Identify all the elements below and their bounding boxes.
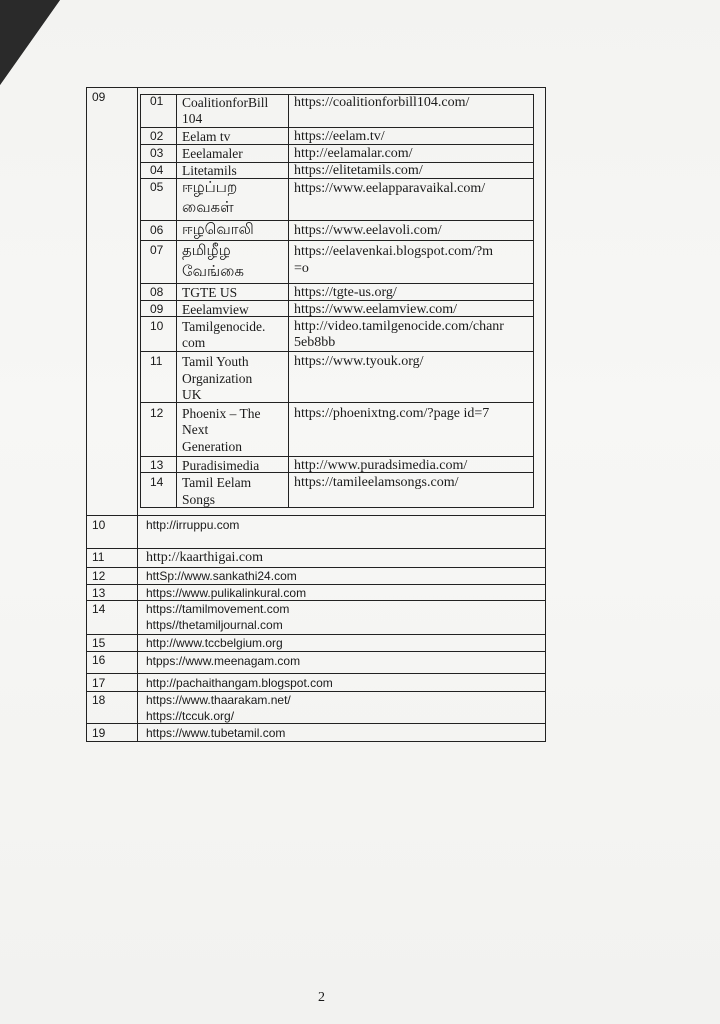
site-name: Litetamils: [182, 163, 237, 178]
nested-row-divider: [140, 351, 534, 352]
row-number: 12: [92, 569, 106, 583]
sub-row-number: 11: [150, 354, 163, 368]
site-url: https://eelam.tv/: [294, 129, 385, 144]
site-url: https://eelavenkai.blogspot.com/?m: [294, 244, 494, 259]
site-name: வைகள்: [182, 198, 234, 216]
site-name: CoalitionforBill: [182, 95, 269, 110]
site-name: 104: [182, 111, 203, 126]
sub-row-number: 02: [150, 129, 164, 143]
sub-row-number: 10: [150, 319, 164, 333]
sub-row-number: 13: [150, 458, 164, 472]
site-url: https://elitetamils.com/: [294, 163, 423, 178]
sub-row-number: 08: [150, 285, 164, 299]
site-url: =o: [294, 261, 309, 276]
site-name: TGTE US: [182, 285, 238, 300]
site-url: http://eelamalar.com/: [294, 146, 413, 161]
site-url: https://www.eelavoli.com/: [294, 223, 442, 238]
site-url: https://www.pulikalinkural.com: [146, 586, 307, 600]
row-number: 16: [92, 653, 106, 667]
site-url: https://www.thaarakam.net/: [146, 693, 291, 707]
site-url: http://kaarthigai.com: [146, 550, 264, 565]
site-url: http://www.tccbelgium.org: [146, 636, 283, 650]
nested-column-divider: [176, 94, 177, 508]
site-name: Tamil Youth: [182, 354, 249, 369]
site-name: Eelam tv: [182, 129, 231, 144]
sub-row-number: 12: [150, 406, 164, 420]
site-name: Eeelamaler: [182, 146, 243, 161]
site-url: https://tamileelamsongs.com/: [294, 475, 459, 490]
site-url: https//thetamiljournal.com: [146, 618, 283, 632]
site-name: com: [182, 335, 206, 350]
sub-row-number: 07: [150, 243, 164, 257]
site-url: https://tgte-us.org/: [294, 285, 397, 300]
sub-row-number: 09: [150, 302, 164, 316]
row-number: 09: [92, 90, 106, 104]
site-url: http://www.puradsimedia.com/: [294, 458, 468, 473]
site-name: Generation: [182, 439, 242, 454]
site-name: வேங்கை: [182, 262, 244, 280]
site-url: http://video.tamilgenocide.com/chanr: [294, 319, 504, 334]
sub-row-number: 06: [150, 223, 164, 237]
site-name: Tamilgenocide.: [182, 319, 266, 334]
site-name: Songs: [182, 492, 216, 507]
row-number: 11: [92, 550, 105, 564]
row-number: 13: [92, 586, 106, 600]
row-number: 14: [92, 602, 106, 616]
site-url: http://irruppu.com: [146, 518, 240, 532]
site-name: Tamil Eelam: [182, 475, 252, 490]
row-number: 17: [92, 676, 106, 690]
nested-column-divider: [288, 94, 289, 508]
site-name: ஈழவொலி: [182, 220, 254, 238]
site-url: https://www.tubetamil.com: [146, 726, 286, 740]
site-name: தமிழீழ: [182, 241, 231, 259]
site-url: htpps://www.meenagam.com: [146, 654, 301, 668]
site-name: ஈழப்பற: [182, 178, 238, 196]
site-url: https://phoenixtng.com/?page id=7: [294, 406, 490, 421]
site-url: https://www.eelamview.com/: [294, 302, 458, 317]
row-number: 18: [92, 693, 106, 707]
row-divider: [86, 515, 546, 516]
outer-column-divider: [137, 87, 138, 742]
site-name: Eeelamview: [182, 302, 249, 317]
site-name: Organization: [182, 371, 253, 386]
sub-row-number: 01: [150, 94, 164, 108]
site-url: 5eb8bb: [294, 335, 336, 350]
page-number: 2: [318, 990, 325, 1005]
site-name: Puradisimedia: [182, 458, 260, 473]
row-number: 10: [92, 518, 106, 532]
site-url: https://tamilmovement.com: [146, 602, 290, 616]
site-name: Next: [182, 422, 209, 437]
row-number: 19: [92, 726, 106, 740]
row-divider: [86, 651, 546, 652]
row-number: 15: [92, 636, 106, 650]
site-url: https://tccuk.org/: [146, 709, 235, 723]
site-url: https://coalitionforbill104.com/: [294, 95, 470, 110]
site-url: https://www.tyouk.org/: [294, 354, 424, 369]
site-name: UK: [182, 387, 202, 402]
sub-row-number: 03: [150, 146, 164, 160]
sub-row-number: 14: [150, 475, 164, 489]
site-name: Phoenix – The: [182, 406, 261, 421]
site-url: https://www.eelapparavaikal.com/: [294, 181, 486, 196]
site-url: http://pachaithangam.blogspot.com: [146, 676, 333, 690]
site-url: httSp://www.sankathi24.com: [146, 569, 297, 583]
row-divider: [86, 673, 546, 674]
sub-row-number: 05: [150, 180, 164, 194]
sub-row-number: 04: [150, 163, 164, 177]
